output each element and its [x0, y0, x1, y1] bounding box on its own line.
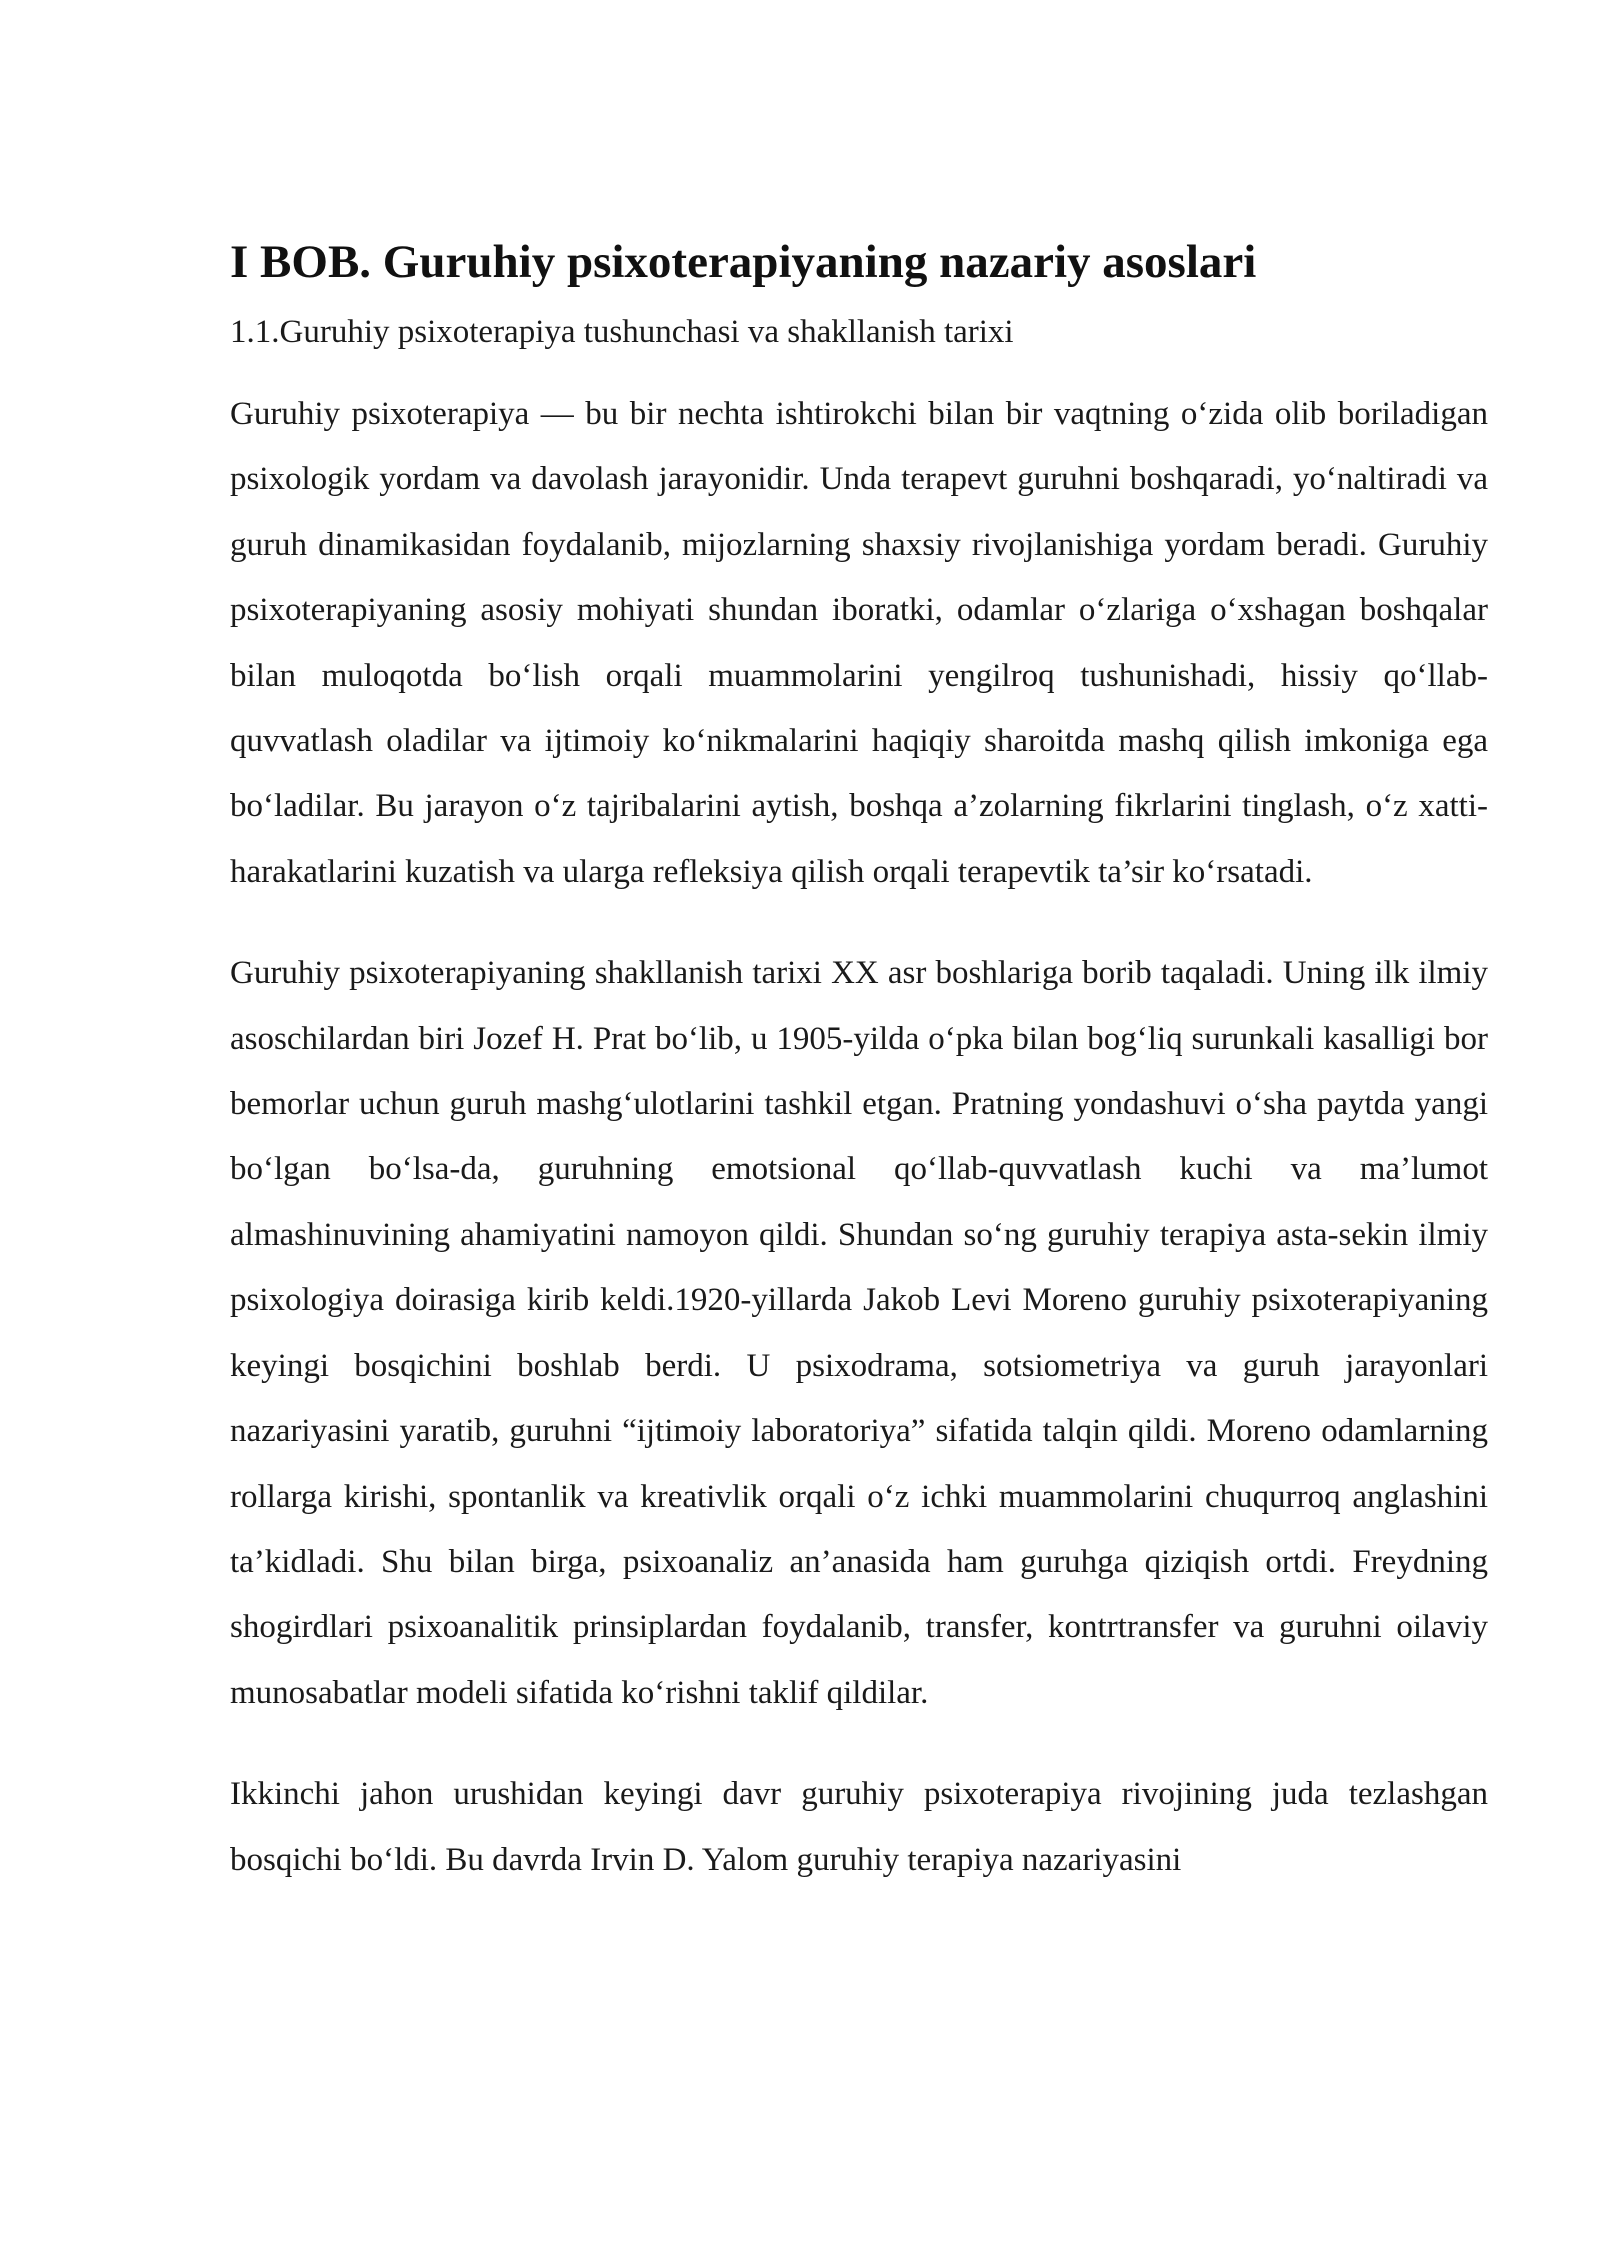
section-title: 1.1.Guruhiy psixoterapiya tushunchasi va shakllanish tarixi	[230, 314, 1014, 350]
paragraph-2: Guruhiy psixoterapiyaning shakllanish tarixi XX asr boshlariga borib taqaladi. Uning ilk ilmiy asoschilardan biri Jozef H. Prat boʻlib, u 1905-yilda oʻpka bilan bogʻliq surunkali kasalligi bor bemorlar uchun guruh mashgʻulotlarini tashkil etgan. Pratning yondashuvi oʻsha paytda yangi boʻlgan boʻlsa-da, guruhning emotsional qoʻllab-quvvatlash kuchi va ma’lumot almashinuvining ahamiyatini namoyon qildi. Shundan soʻng guruhiy terapiya asta-sekin ilmiy psixologiya doirasiga kirib keldi.1920-yillarda Jakob Levi Moreno guruhiy psixoterapiyaning keyingi bosqichini boshlab berdi. U psixodrama, sotsiometriya va guruh jarayonlari nazariyasini yaratib, guruhni “ijtimoiy laboratoriya” sifatida talqin qildi. Moreno odamlarning rollarga kirishi, spontanlik va kreativlik orqali oʻz ichki muammolarini chuqurroq anglashini ta’kidladi. Shu bilan birga, psixoanaliz an’anasida ham guruhga qiziqish ortdi. Freydning shogirdlari psixoanalitik prinsiplardan foydalanib, transfer, kontrtransfer va guruhni oilaviy munosabatlar modeli sifatida koʻrishni taklif qildilar.	[230, 955, 1488, 1711]
paragraph-1: Guruhiy psixoterapiya — bu bir nechta ishtirokchi bilan bir vaqtning oʻzida olib boriladigan psixologik yordam va davolash jarayonidir. Unda terapevt guruhni boshqaradi, yoʻnaltiradi va guruh dinamikasidan foydalanib, mijozlarning shaxsiy rivojlanishiga yordam beradi. Guruhiy psixoterapiyaning asosiy mohiyati shundan iboratki, odamlar oʻzlariga oʻxshagan boshqalar bilan muloqotda boʻlish orqali muammolarini yengilroq tushunishadi, hissiy qoʻllab-quvvatlash oladilar va ijtimoiy koʻnikmalarini haqiqiy sharoitda mashq qilish imkoniga ega boʻladilar. Bu jarayon oʻz tajribalarini aytish, boshqa a’zolarning fikrlarini tinglash, oʻz xatti-harakatlarini kuzatish va ularga refleksiya qilish orqali terapevtik ta’sir koʻrsatadi.	[230, 396, 1488, 890]
document-page	[230, 232, 1488, 1893]
paragraph-3: Ikkinchi jahon urushidan keyingi davr guruhiy psixoterapiya rivojining juda tezlashgan bosqichi boʻldi. Bu davrda Irvin D. Yalom guruhiy terapiya nazariyasini	[230, 1776, 1488, 1878]
chapter-title: I BOB. Guruhiy psixoterapiyaning nazariy asoslari	[230, 236, 1257, 288]
